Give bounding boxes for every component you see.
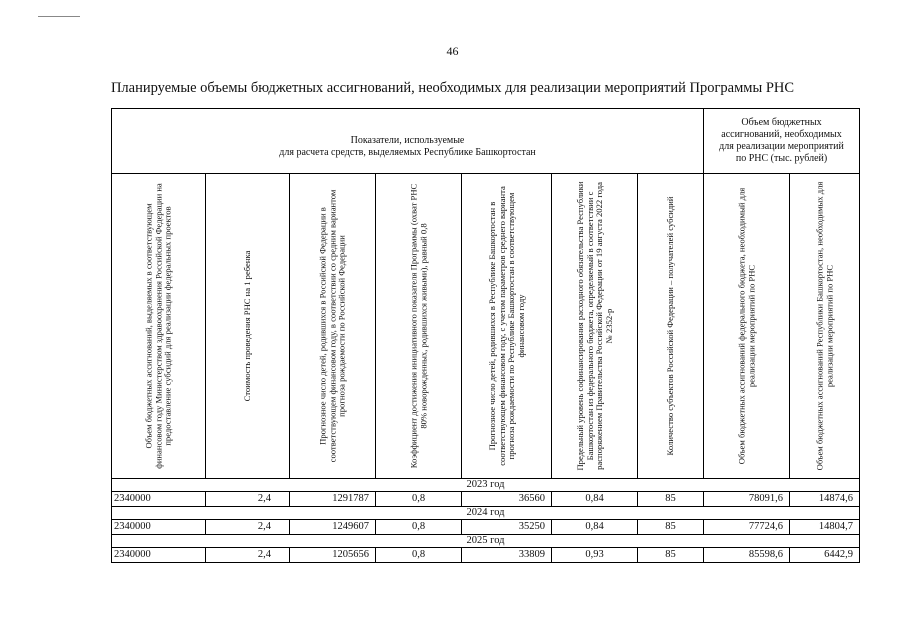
table-cell: 6442,9 [790, 548, 860, 563]
table-cell: 0,8 [376, 520, 462, 535]
table-cell: 1205656 [290, 548, 376, 563]
column-header-cost-per-child: Стоимость проведения РНС на 1 ребенка [206, 174, 290, 479]
column-header-federal-allocation: Объем бюджетных ассигнований, выделяемых в соответствующем финансовом году Министерством здравоохранения Российской Федерации на предоставление субсидий для реализации федеральных проектов [112, 174, 206, 479]
table-cell: 85 [638, 520, 704, 535]
document-title: Планируемые объемы бюджетных ассигнований, необходимых для реализации мероприятий Программы РНС [110, 80, 795, 96]
table-cell: 2340000 [112, 520, 206, 535]
table-row [112, 548, 860, 563]
year-row-2024: 2024 год [112, 507, 860, 520]
column-header-births-bashkortostan: Прогнозное число детей, родившихся в Республике Башкортостан в соответствующем финансовом году, с учетом параметров среднего варианта прогноза рождаемости по Республике Башкортостан в соответствующем финансовом году [462, 174, 552, 479]
table-cell: 35250 [462, 520, 552, 535]
column-header-federal-budget: Объем бюджетных ассигнований федерального бюджета, необходимый для реализации мероприятий по РНС [704, 174, 790, 479]
budget-table [111, 108, 860, 563]
page-number: 46 [446, 44, 459, 58]
table-row [112, 520, 860, 535]
table-cell: 2340000 [112, 492, 206, 507]
column-header-coverage-coefficient: Коэффициент достижения инициативного показателя Программы (охват РНС 80% новорожденных, родившихся живыми), равный 0,8 [376, 174, 462, 479]
table-cell: 0,84 [552, 520, 638, 535]
corner-mark [38, 16, 80, 17]
table-cell: 14804,7 [790, 520, 860, 535]
table-cell: 0,8 [376, 492, 462, 507]
table-cell: 33809 [462, 548, 552, 563]
table-cell: 0,84 [552, 492, 638, 507]
budget-group-label: Объем бюджетных ассигнований, необходимых для реализации мероприятий по РНС (тыс. рублей) [719, 117, 844, 164]
indicators-group-header [112, 109, 704, 174]
year-row-2023: 2023 год [112, 479, 860, 492]
column-header-births-russia: Прогнозное число детей, родившихся в Российской Федерации в соответствующем финансовом году, в соответствии со средним вариантом прогноза рождаемости по Российской Федерации [290, 174, 376, 479]
table-cell: 0,93 [552, 548, 638, 563]
table-cell: 0,8 [376, 548, 462, 563]
table-cell: 2,4 [206, 492, 290, 507]
table-cell: 85 [638, 548, 704, 563]
table-cell: 85598,6 [704, 548, 790, 563]
table-cell: 1249607 [290, 520, 376, 535]
table-cell: 77724,6 [704, 520, 790, 535]
indicators-group-label: Показатели, используемые для расчета средств, выделяемых Республике Башкортостан [279, 135, 536, 158]
table-cell: 2,4 [206, 520, 290, 535]
column-header-cofinancing-level: Предельный уровень софинансирования расходного обязательства Республики Башкортостан из федерального бюджета, определяемый в соответствии с распоряжением Правительства Российской Федерации от 19 августа 2022 года № 2352-р [552, 174, 638, 479]
table-cell: 36560 [462, 492, 552, 507]
table-cell: 1291787 [290, 492, 376, 507]
table-cell: 78091,6 [704, 492, 790, 507]
column-header-subjects-count: Количество субъектов Российской Федерации – получателей субсидий [638, 174, 704, 479]
table-cell: 14874,6 [790, 492, 860, 507]
table-row [112, 492, 860, 507]
table-cell: 2,4 [206, 548, 290, 563]
budget-group-header [704, 109, 860, 174]
year-row-2025: 2025 год [112, 535, 860, 548]
column-header-regional-budget: Объем бюджетных ассигнований Республики Башкортостан, необходимых для реализации мероприятий по РНС [790, 174, 860, 479]
table-cell: 2340000 [112, 548, 206, 563]
table-cell: 85 [638, 492, 704, 507]
